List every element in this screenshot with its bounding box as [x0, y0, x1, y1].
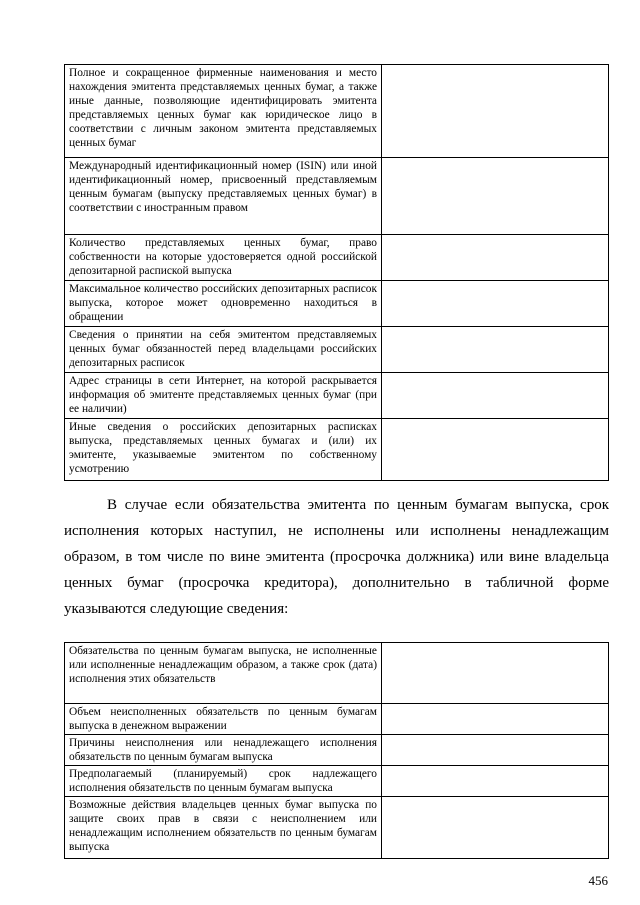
row-value: [382, 766, 609, 797]
table-row: [65, 235, 609, 281]
table-row: [65, 704, 609, 735]
row-label: Адрес страницы в сети Интернет, на которой раскрывается информация об эмитенте представляемых ценных бумаг (при ее наличии): [65, 373, 382, 419]
row-label: Полное и сокращенное фирменные наименования и место нахождения эмитента представляемых ценных бумаг, а также иные данные, позволяющие идентифицировать эмитента представляемых ценных бумаг как юридическое лицо в соответствии с личным законом эмитента представляемых ценных бумаг: [65, 65, 382, 158]
row-value: [382, 704, 609, 735]
row-value: [382, 281, 609, 327]
table-row: [65, 281, 609, 327]
table-row: [65, 735, 609, 766]
row-label: Предполагаемый (планируемый) срок надлежащего исполнения обязательств по ценным бумагам выпуска: [65, 766, 382, 797]
row-value: [382, 419, 609, 481]
issuer-info-table: [64, 64, 609, 481]
row-value: [382, 65, 609, 158]
row-value: [382, 158, 609, 235]
row-value: [382, 327, 609, 373]
row-label: Объем неисполненных обязательств по ценным бумагам выпуска в денежном выражении: [65, 704, 382, 735]
table-row: [65, 158, 609, 235]
row-value: [382, 735, 609, 766]
row-label: Возможные действия владельцев ценных бумаг выпуска по защите своих прав в связи с неисполнением или ненадлежащим исполнением обязательств по ценным бумагам выпуска: [65, 797, 382, 859]
table-row: [65, 373, 609, 419]
row-label: Международный идентификационный номер (ISIN) или иной идентификационный номер, присвоенный представляемым ценным бумагам (выпуску представляемых ценных бумаг) в соответствии с иностранным правом: [65, 158, 382, 235]
page-number: 456: [588, 873, 608, 888]
row-label: Максимальное количество российских депозитарных расписок выпуска, которое может одновременно находиться в обращении: [65, 281, 382, 327]
row-value: [382, 797, 609, 859]
table-row: [65, 327, 609, 373]
row-label: Иные сведения о российских депозитарных расписках выпуска, представляемых ценных бумагах и (или) их эмитенте, указываемые эмитентом по собственному усмотрению: [65, 419, 382, 481]
table-row: [65, 419, 609, 481]
row-value: [382, 643, 609, 704]
row-label: Сведения о принятии на себя эмитентом представляемых ценных бумаг обязанностей перед владельцами российских депозитарных расписок: [65, 327, 382, 373]
table-row: [65, 65, 609, 158]
row-label: Обязательства по ценным бумагам выпуска, не исполненные или исполненные ненадлежащим образом, а также срок (дата) исполнения этих обязательств: [65, 643, 382, 704]
row-label: Причины неисполнения или ненадлежащего исполнения обязательств по ценным бумагам выпуска: [65, 735, 382, 766]
table-row: [65, 766, 609, 797]
row-label: Количество представляемых ценных бумаг, право собственности на которые удостоверяется одной российской депозитарной распиской выпуска: [65, 235, 382, 281]
table-row: [65, 643, 609, 704]
body-paragraph: В случае если обязательства эмитента по ценным бумагам выпуска, срок исполнения которых наступил, не исполнены или исполнены ненадлежащим образом, в том числе по вине эмитента (просрочка должника) или вине владельца ценных бумаг (просрочка кредитора), дополнительно в табличной форме указываются следующие сведения:: [64, 497, 609, 617]
row-value: [382, 373, 609, 419]
table-row: [65, 797, 609, 859]
row-value: [382, 235, 609, 281]
default-obligations-table: [64, 642, 609, 859]
